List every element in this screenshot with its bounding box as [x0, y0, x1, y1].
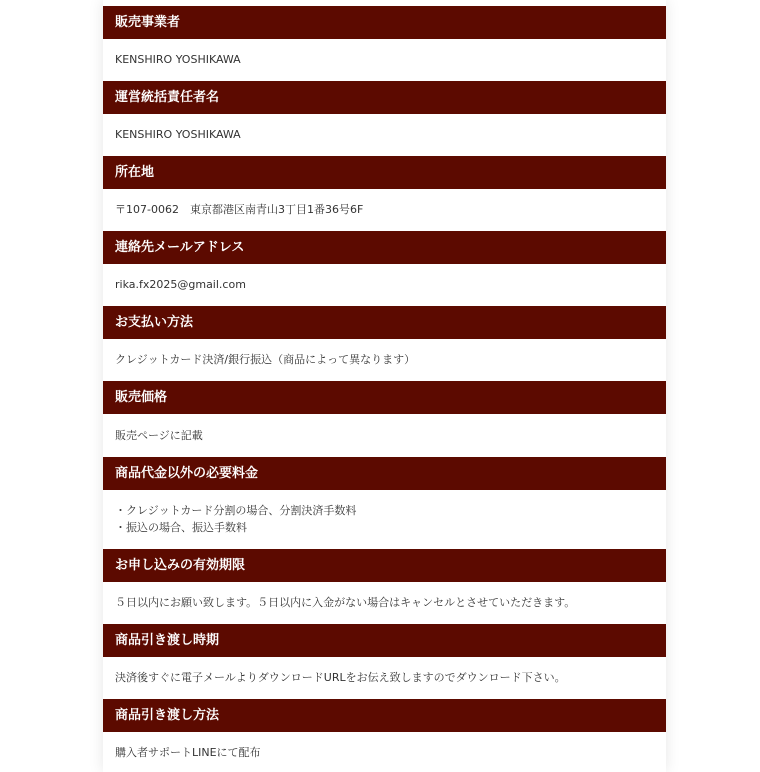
- section-heading: 商品引き渡し時期: [103, 624, 666, 657]
- section-content: [103, 339, 666, 381]
- section-heading: 所在地: [103, 156, 666, 189]
- content-line: 販売ページに記載: [115, 429, 203, 442]
- section-heading: 商品代金以外の必要料金: [103, 457, 666, 490]
- content-line: KENSHIRO YOSHIKAWA: [115, 53, 241, 66]
- section-address: [103, 156, 666, 231]
- section-application-deadline: [103, 549, 666, 624]
- section-price: [103, 381, 666, 457]
- section-heading: 販売事業者: [103, 6, 666, 39]
- legal-notice-table: [103, 0, 666, 772]
- section-content: [103, 582, 666, 624]
- section-content: [103, 732, 666, 772]
- section-delivery-time: [103, 624, 666, 699]
- content-line: クレジットカード決済/銀行振込（商品によって異なります）: [115, 353, 416, 366]
- content-line: ５日以内にお願い致します。５日以内に入金がない場合はキャンセルとさせていただきます。: [115, 596, 576, 609]
- section-email: [103, 231, 666, 306]
- content-line: KENSHIRO YOSHIKAWA: [115, 128, 241, 141]
- section-heading: お申し込みの有効期限: [103, 549, 666, 582]
- section-content: [103, 490, 666, 549]
- section-content: [103, 414, 666, 457]
- section-heading: 連絡先メールアドレス: [103, 231, 666, 264]
- section-heading: 販売価格: [103, 381, 666, 414]
- section-content: [103, 657, 666, 699]
- section-content: [103, 39, 666, 81]
- section-manager: [103, 81, 666, 156]
- section-content: [103, 114, 666, 156]
- section-heading: お支払い方法: [103, 306, 666, 339]
- section-heading: 運営統括責任者名: [103, 81, 666, 114]
- section-heading: 商品引き渡し方法: [103, 699, 666, 732]
- section-seller: [103, 6, 666, 81]
- content-line: ・クレジットカード分割の場合、分割決済手数料: [115, 504, 357, 517]
- section-delivery-method: [103, 699, 666, 772]
- content-line: 決済後すぐに電子メールよりダウンロードURLをお伝え致しますのでダウンロード下さい。: [115, 671, 566, 684]
- content-line: ・振込の場合、振込手数料: [115, 521, 247, 534]
- section-additional-fees: [103, 457, 666, 549]
- content-line: 〒107-0062 東京都港区南青山3丁目1番36号6F: [115, 203, 364, 216]
- content-line: 購入者サポートLINEにて配布: [115, 746, 261, 759]
- section-payment-method: [103, 306, 666, 381]
- email-address-text: rika.fx2025@gmail.com: [115, 278, 246, 291]
- section-content: [103, 264, 666, 306]
- section-content: [103, 189, 666, 231]
